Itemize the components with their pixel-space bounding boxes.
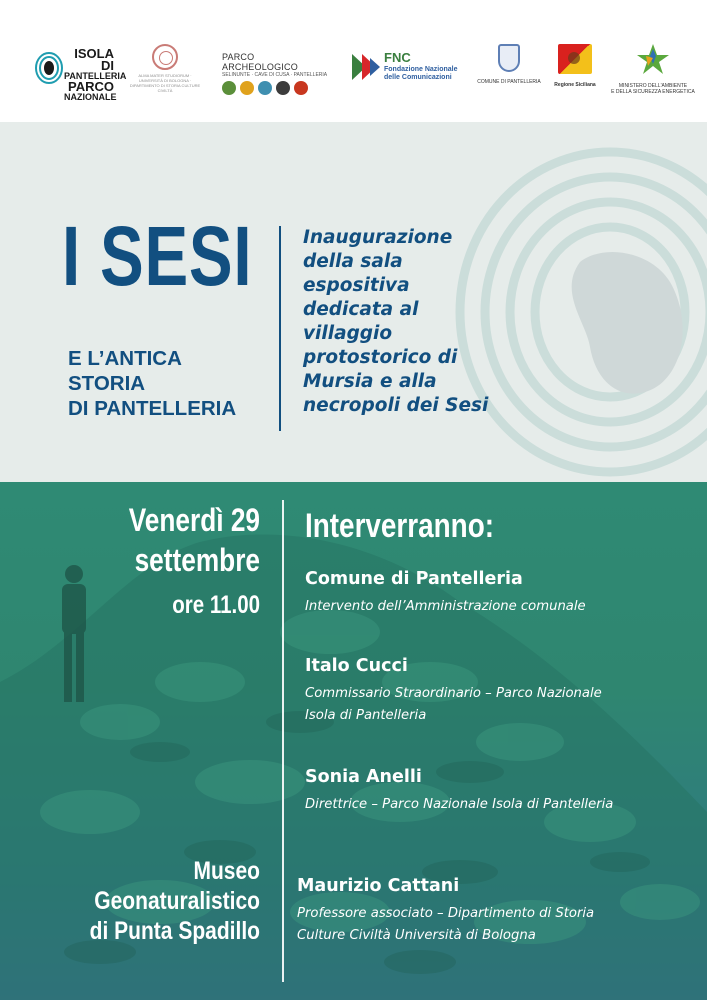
description-line: Mursia e alla — [303, 371, 437, 392]
parco-archeologico-title: PARCO ARCHEOLOGICO — [222, 52, 298, 72]
speaker-name: Sonia Anelli — [305, 767, 422, 787]
event-venue — [20, 856, 260, 946]
comune-logo-text: COMUNE DI PANTELLERIA — [477, 79, 541, 85]
speaker-role: Professore associato – Dipartimento di Storia — [297, 906, 595, 921]
site-icon — [294, 81, 308, 95]
logo-isola-line1: ISOLA DI — [74, 46, 114, 73]
description-line: dedicata al — [303, 299, 419, 320]
site-icon — [258, 81, 272, 95]
parco-archeologico-icons — [222, 81, 332, 95]
speaker-name: Maurizio Cattani — [297, 876, 460, 896]
venue-line: Geonaturalistico — [94, 887, 261, 915]
fnc-mark-icon — [352, 52, 380, 82]
parco-archeologico-subtitle: SELINUNTE · CAVE DI CUSA · PANTELLERIA — [222, 72, 328, 78]
description-line: espositiva — [303, 275, 410, 296]
event-title: I SESI — [62, 209, 253, 303]
site-icon — [240, 81, 254, 95]
speakers-heading: Interverranno: — [305, 507, 495, 545]
fnc-name — [384, 66, 464, 82]
site-icon — [222, 81, 236, 95]
parco-archeologico-logo — [222, 52, 332, 86]
parco-nazionale-pantelleria-logo — [34, 46, 127, 102]
speaker-item — [305, 655, 695, 727]
fnc-name-line1: Fondazione Nazionale — [384, 66, 458, 73]
parco-logo-text — [64, 46, 127, 102]
speaker-role: Intervento dell’Amministrazione comunale — [305, 599, 586, 614]
comune-crest-icon — [498, 44, 520, 72]
details-section — [0, 482, 707, 1000]
subtitle-line: STORIA — [68, 372, 146, 395]
title-divider — [279, 226, 281, 431]
comune-pantelleria-logo — [476, 44, 542, 92]
trinacria-flag-icon — [558, 44, 592, 74]
speaker-role: Direttrice – Parco Nazionale Isola di Pantelleria — [305, 797, 614, 812]
fnc-acronym: FNC — [384, 50, 411, 65]
speaker-name: Comune di Pantelleria — [305, 569, 523, 589]
logo-isola-line3: PARCO — [68, 79, 114, 94]
ministero-logo-text — [610, 83, 696, 95]
subtitle-line: E L’ANTICA — [68, 347, 182, 370]
ministero-star-icon — [636, 44, 670, 74]
logo-isola-line2: PANTELLERIA — [64, 71, 127, 81]
event-subtitle — [68, 346, 268, 421]
speaker-role: Commissario Straordinario – Parco Nazionale — [305, 686, 602, 701]
ministero-line1: MINISTERO DELL'AMBIENTE — [618, 83, 688, 89]
description-line: necropoli dei Sesi — [303, 395, 489, 416]
event-time: ore 11.00 — [172, 591, 260, 619]
unibo-logo-text: ALMA MATER STUDIORUM · UNIVERSITÀ DI BOLOGNA · DIPARTIMENTO DI STORIA CULTURE CIVILTÀ — [129, 73, 201, 93]
regione-siciliana-logo — [553, 44, 597, 92]
fnc-name-line2: delle Comunicazioni — [384, 74, 452, 81]
details-divider — [282, 500, 284, 982]
regione-logo-text: Regione Siciliana — [554, 82, 596, 88]
ministero-ambiente-logo — [610, 44, 696, 94]
description-line: della sala — [303, 251, 403, 272]
subtitle-line: DI PANTELLERIA — [68, 397, 237, 420]
unibo-seal-icon — [152, 44, 178, 70]
logo-bar — [0, 0, 707, 122]
island-fingerprint-icon — [34, 50, 64, 86]
speaker-name: Italo Cucci — [305, 656, 408, 676]
fnc-logo — [352, 50, 462, 86]
unibo-logo — [128, 44, 202, 94]
venue-line: di Punta Spadillo — [89, 917, 260, 945]
speaker-item — [305, 766, 695, 816]
site-icon — [276, 81, 290, 95]
description-line: Inaugurazione — [303, 227, 453, 248]
speaker-role: Culture Civiltà Università di Bologna — [297, 928, 536, 943]
venue-line: Museo — [193, 857, 260, 885]
event-description — [303, 226, 533, 418]
logo-isola-line4: NAZIONALE — [64, 92, 117, 102]
speaker-role: Isola di Pantelleria — [305, 708, 427, 723]
event-month: settembre — [134, 542, 260, 578]
description-line: protostorico di — [303, 347, 458, 368]
event-day: Venerdì 29 — [128, 502, 260, 538]
hero-section — [0, 122, 707, 482]
ministero-line2: E DELLA SICUREZZA ENERGETICA — [611, 89, 695, 95]
description-line: villaggio — [303, 323, 393, 344]
event-date — [20, 500, 260, 620]
speaker-item — [297, 875, 687, 947]
speaker-item — [305, 568, 695, 618]
